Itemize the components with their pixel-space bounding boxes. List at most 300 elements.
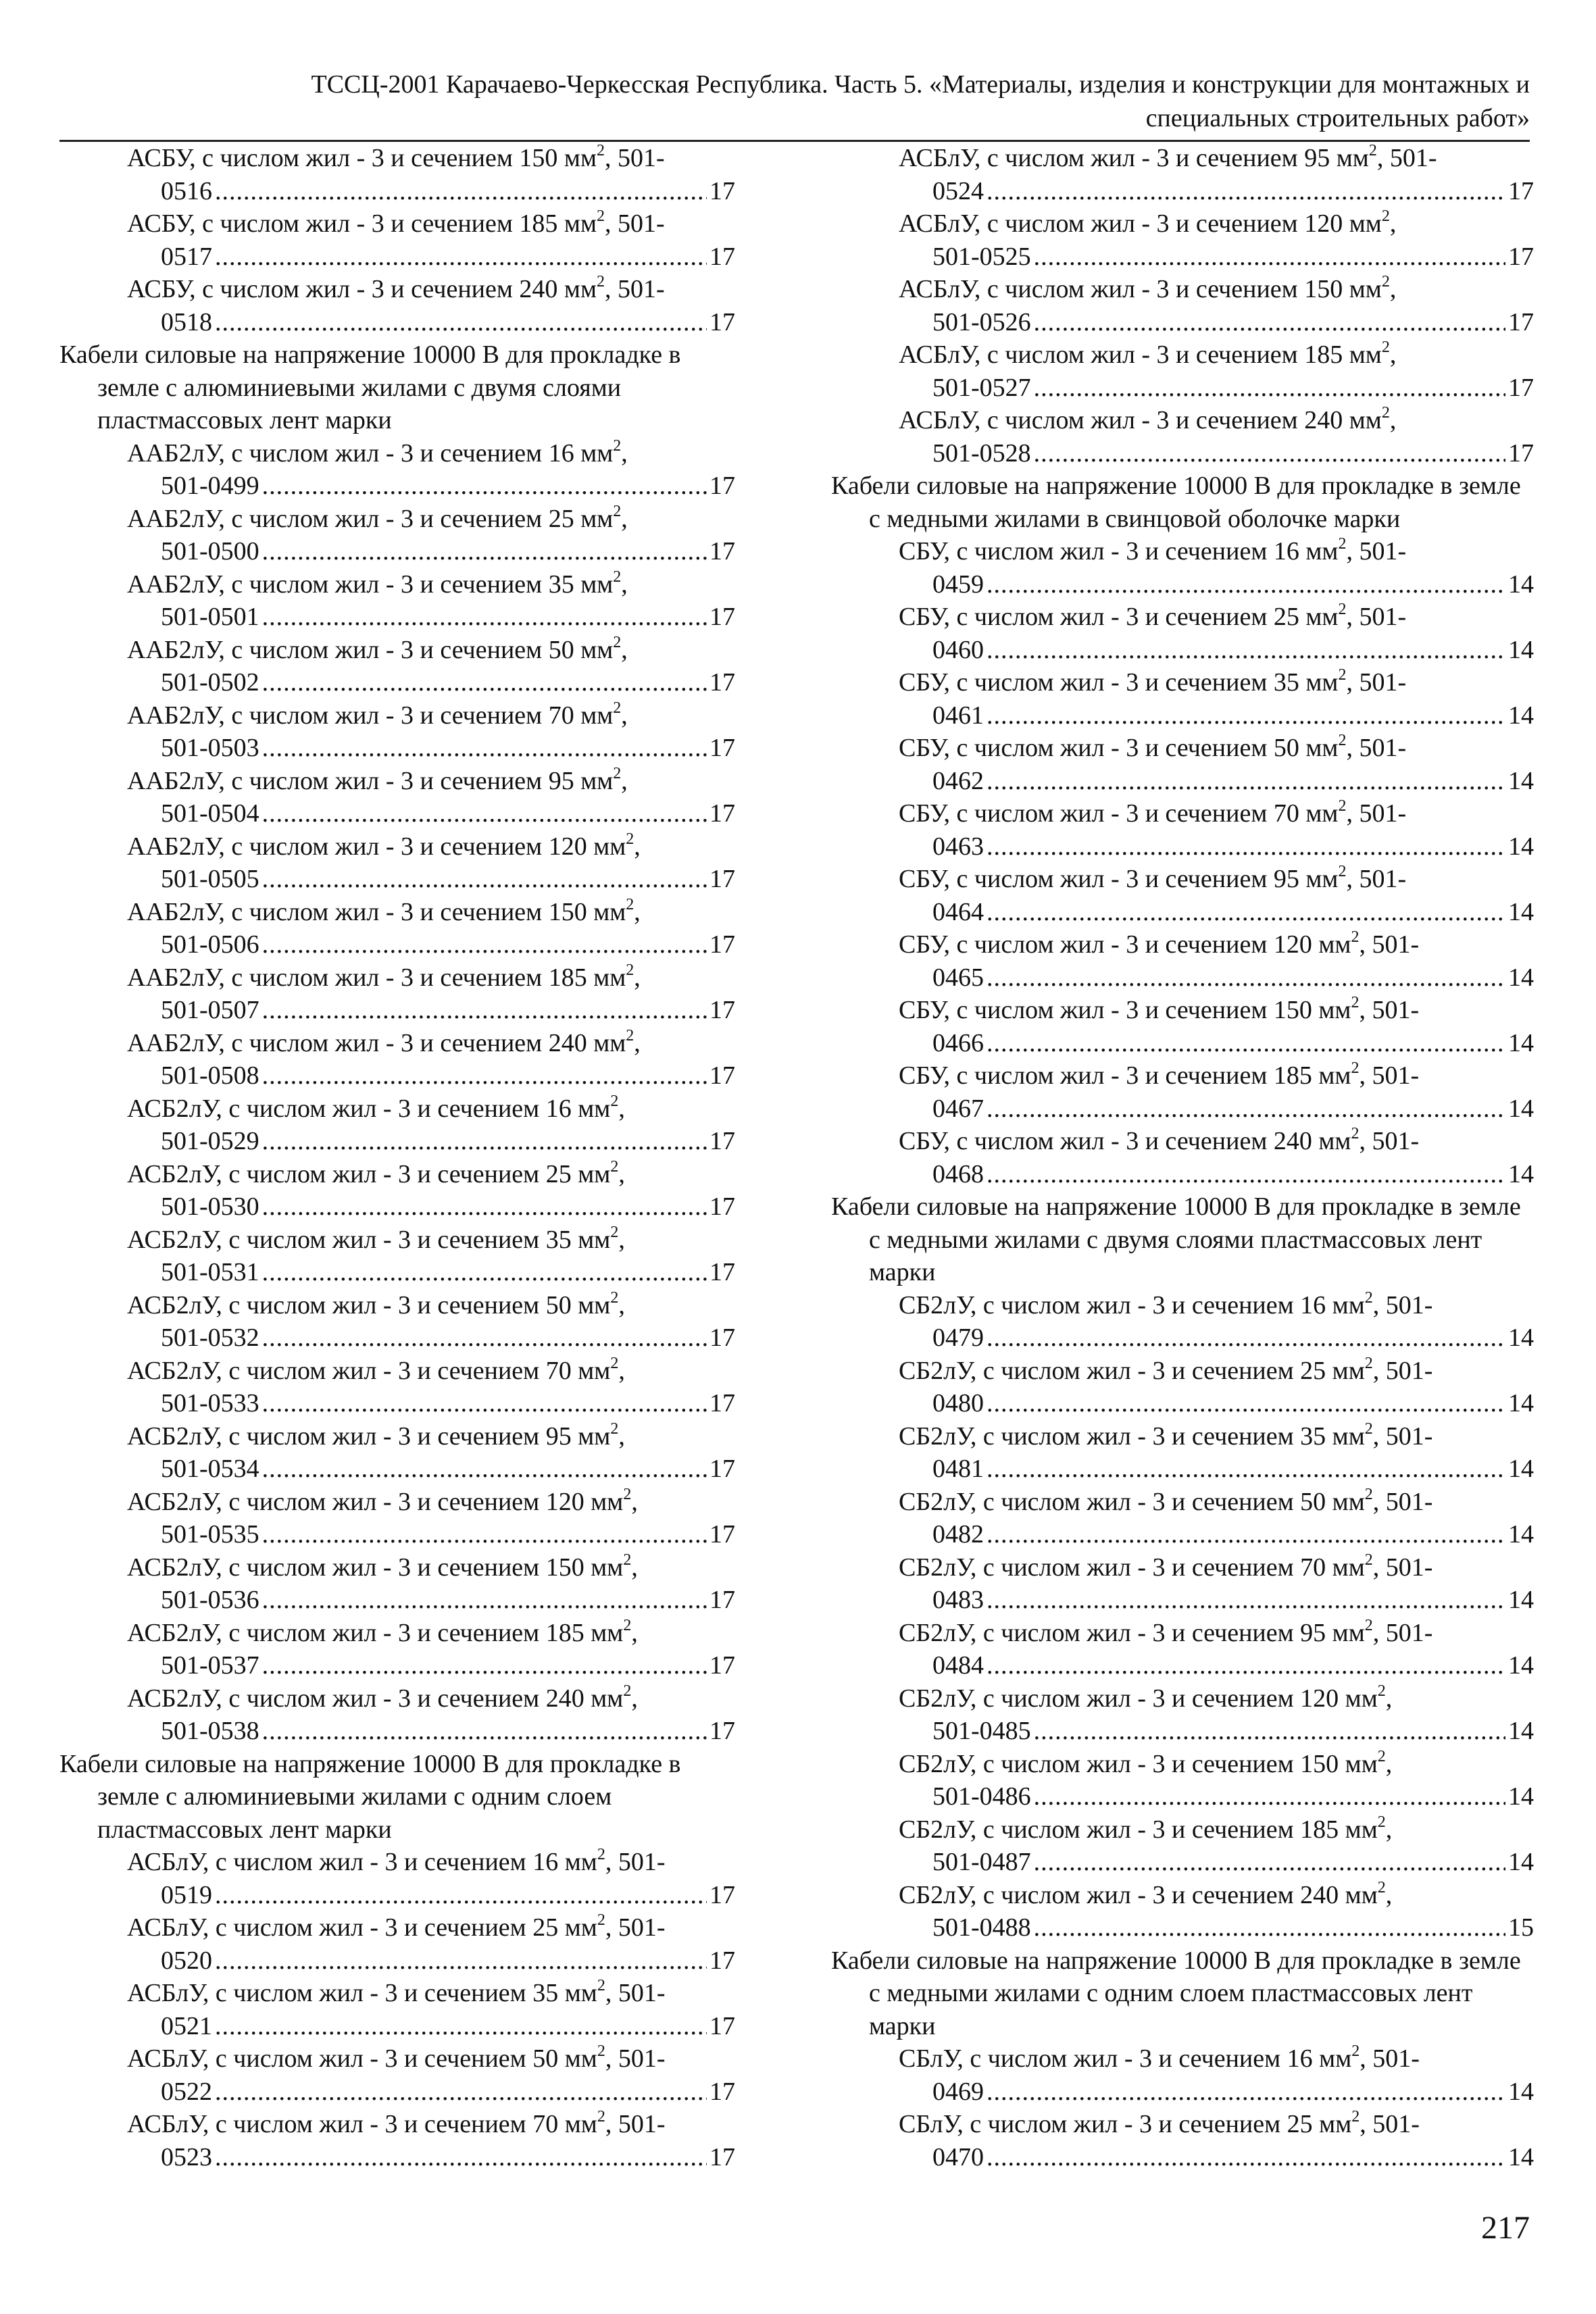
index-entry-page: 17 <box>709 176 735 205</box>
index-entry-title: АСБлУ, с числом жил - 3 и сечением 185 $мм^2$, <box>899 338 1397 369</box>
index-entry-code: 0483 <box>932 1586 984 1614</box>
index-entry-title: АСБлУ, с числом жил - 3 и сечением 120 $мм^2$, <box>899 207 1397 238</box>
index-entry-page: 17 <box>709 668 735 697</box>
index-entry-code: 0524 <box>932 176 984 205</box>
index-entry-code: 501-0532 <box>161 1324 259 1352</box>
index-entry-code: 501-0500 <box>161 537 259 565</box>
index-entry-reference <box>161 2010 735 2043</box>
index-entry-code: 501-0502 <box>161 668 259 697</box>
dot-leader <box>262 1322 707 1355</box>
index-entry-page: 14 <box>1508 832 1534 861</box>
dot-leader <box>1034 1715 1505 1748</box>
index-entry <box>59 1355 735 1420</box>
dot-leader <box>987 175 1505 208</box>
dot-leader <box>262 1584 707 1617</box>
page-header <box>59 68 1530 135</box>
index-entry-title: СБлУ, с числом жил - 3 и сечением 25 $мм^2$, 501- <box>899 2108 1420 2138</box>
index-entry <box>59 1846 735 1911</box>
index-entry-reference <box>932 306 1534 339</box>
index-entry <box>59 961 735 1027</box>
index-entry-title: АСБ2лУ, с числом жил - 3 и сечением 70 $мм^2$, <box>127 1354 625 1385</box>
index-entry <box>59 1682 735 1748</box>
index-entry-reference <box>161 175 735 208</box>
dot-leader <box>987 699 1505 732</box>
index-entry <box>831 1289 1534 1355</box>
index-entry-page: 17 <box>709 1324 735 1352</box>
index-entry <box>831 732 1534 797</box>
index-entry-page: 14 <box>1508 701 1534 730</box>
index-entry-title: АСБУ, с числом жил - 3 и сечением 185 $мм^2$, 501- <box>127 207 665 238</box>
index-entry <box>59 1420 735 1486</box>
index-entry <box>59 1486 735 1551</box>
dot-leader <box>215 2010 707 2043</box>
index-entry <box>831 1486 1534 1551</box>
index-entry-reference <box>932 2076 1534 2109</box>
index-entry-page: 17 <box>709 1717 735 1745</box>
index-entry <box>59 896 735 961</box>
index-entry-page: 14 <box>1508 963 1534 992</box>
index-entry-title: АСБлУ, с числом жил - 3 и сечением 150 $мм^2$, <box>899 273 1397 303</box>
index-entry-code: 0481 <box>932 1455 984 1483</box>
index-entry <box>831 1682 1534 1748</box>
index-entry-page: 17 <box>709 2077 735 2106</box>
index-entry <box>831 1125 1534 1190</box>
index-entry-title: ААБ2лУ, с числом жил - 3 и сечением 35 $мм^2$, <box>127 568 628 599</box>
index-entry <box>59 437 735 503</box>
dot-leader <box>262 470 707 503</box>
index-entry-title: АСБ2лУ, с числом жил - 3 и сечением 95 $мм^2$, <box>127 1419 625 1451</box>
header-line-1: ТССЦ-2001 Карачаево-Черкесская Республика. Часть 5. «Материалы, изделия и конструкции для монтажных и <box>311 70 1530 99</box>
index-entry-page: 14 <box>1508 2142 1534 2171</box>
index-entry-title: ААБ2лУ, с числом жил - 3 и сечением 70 $мм^2$, <box>127 699 628 730</box>
dot-leader <box>987 1584 1505 1617</box>
index-entry-page: 17 <box>709 996 735 1024</box>
dot-leader <box>1034 372 1505 405</box>
index-entry-reference <box>932 1387 1534 1420</box>
dot-leader <box>1034 241 1505 274</box>
index-entry <box>59 634 735 699</box>
dot-leader <box>262 1518 707 1551</box>
page-number: 217 <box>1481 2210 1530 2246</box>
index-entry-code: 0459 <box>932 570 984 599</box>
index-entry-code: 501-0487 <box>932 1848 1031 1876</box>
index-entry-title: ААБ2лУ, с числом жил - 3 и сечением 25 $мм^2$, <box>127 502 628 533</box>
dot-leader <box>987 961 1505 995</box>
index-column-right <box>831 142 1534 2173</box>
index-entry <box>59 1289 735 1355</box>
index-entry <box>59 142 735 207</box>
index-entry-title: АСБлУ, с числом жил - 3 и сечением 25 $мм^2$, 501- <box>127 1911 666 1942</box>
index-entry <box>831 207 1534 273</box>
index-entry-reference <box>161 797 735 830</box>
dot-leader <box>215 2141 707 2174</box>
index-entry-code: 0484 <box>932 1651 984 1680</box>
index-entry-title: АСБ2лУ, с числом жил - 3 и сечением 240 $мм^2$, <box>127 1682 638 1713</box>
index-entry-reference <box>161 1879 735 1912</box>
index-entry-page: 17 <box>709 1389 735 1417</box>
index-entry <box>831 2108 1534 2173</box>
index-entry-code: 501-0530 <box>161 1192 259 1221</box>
index-entry-page: 17 <box>709 242 735 271</box>
index-entry-code: 501-0527 <box>932 373 1031 402</box>
dot-leader <box>1034 1846 1505 1879</box>
index-entry-title: СБ2лУ, с числом жил - 3 и сечением 50 $мм^2$, 501- <box>899 1485 1433 1516</box>
index-entry-reference <box>932 830 1534 863</box>
index-entry <box>831 994 1534 1059</box>
index-entry-reference <box>161 994 735 1027</box>
index-entry-code: 0470 <box>932 2142 984 2171</box>
index-entry-page: 14 <box>1508 1520 1534 1549</box>
index-entry-reference <box>161 470 735 503</box>
index-entry <box>831 1617 1534 1682</box>
dot-leader <box>1034 437 1505 470</box>
index-entry-code: 501-0535 <box>161 1520 259 1549</box>
dot-leader <box>987 1322 1505 1355</box>
index-entry-code: 501-0536 <box>161 1586 259 1614</box>
index-entry-reference <box>161 1125 735 1158</box>
index-entry-title: СБ2лУ, с числом жил - 3 и сечением 25 $мм^2$, 501- <box>899 1354 1433 1385</box>
index-entry-reference <box>161 535 735 568</box>
index-entry-page: 17 <box>709 1258 735 1286</box>
index-entry-code: 0518 <box>161 307 212 336</box>
index-entry-page: 14 <box>1508 1651 1534 1680</box>
index-entry-code: 0462 <box>932 766 984 795</box>
index-entry-title: СБ2лУ, с числом жил - 3 и сечением 16 $мм^2$, 501- <box>899 1288 1433 1319</box>
index-entry <box>831 863 1534 928</box>
dot-leader <box>262 732 707 765</box>
dot-leader <box>987 2141 1505 2174</box>
index-entry-code: 501-0525 <box>932 242 1031 271</box>
index-entry-code: 0482 <box>932 1520 984 1549</box>
index-entry <box>831 601 1534 666</box>
index-entry-title: ААБ2лУ, с числом жил - 3 и сечением 120 $мм^2$, <box>127 830 641 861</box>
index-entry-page: 17 <box>709 2011 735 2040</box>
index-entry-reference <box>932 175 1534 208</box>
dot-leader <box>215 2076 707 2109</box>
index-entry <box>831 928 1534 994</box>
index-entry-reference <box>932 568 1534 601</box>
index-entry-code: 0465 <box>932 963 984 992</box>
index-entry <box>831 1551 1534 1617</box>
index-entry-reference <box>932 1322 1534 1355</box>
index-entry-code: 0460 <box>932 635 984 664</box>
index-column-left <box>59 142 735 2173</box>
index-entry-title: СБУ, с числом жил - 3 и сечением 95 $мм^2$, 501- <box>899 863 1407 893</box>
dot-leader <box>1034 306 1505 339</box>
index-entry <box>59 273 735 338</box>
index-entry-reference <box>932 437 1534 470</box>
index-entry <box>59 2042 735 2108</box>
index-entry-page: 14 <box>1508 1028 1534 1057</box>
index-entry-reference <box>161 1715 735 1748</box>
index-entry <box>59 503 735 568</box>
index-entry-title: АСБлУ, с числом жил - 3 и сечением 16 $мм^2$, 501- <box>127 1846 666 1876</box>
index-entry-title: ААБ2лУ, с числом жил - 3 и сечением 50 $мм^2$, <box>127 633 628 664</box>
index-entry-reference <box>932 1846 1534 1879</box>
dot-leader <box>987 1518 1505 1551</box>
dot-leader <box>215 306 707 339</box>
index-entry <box>59 568 735 634</box>
index-entry-code: 0480 <box>932 1389 984 1417</box>
index-entry-code: 501-0488 <box>932 1913 1031 1942</box>
index-entry <box>831 404 1534 470</box>
dot-leader <box>1034 1780 1505 1813</box>
index-entry <box>831 338 1534 404</box>
index-entry-reference <box>932 896 1534 929</box>
index-entry <box>59 830 735 896</box>
index-entry-code: 0522 <box>161 2077 212 2106</box>
dot-leader <box>987 1027 1505 1060</box>
index-entry-code: 0523 <box>161 2142 212 2171</box>
dot-leader <box>987 2076 1505 2109</box>
dot-leader <box>262 1715 707 1748</box>
index-entry <box>831 1355 1534 1420</box>
index-entry-title: АСБлУ, с числом жил - 3 и сечением 70 $мм^2$, 501- <box>127 2108 666 2138</box>
index-entry <box>59 699 735 765</box>
dot-leader <box>987 765 1505 798</box>
index-entry-title: СБУ, с числом жил - 3 и сечением 16 $мм^2$, 501- <box>899 535 1407 565</box>
index-entry-title: АСБ2лУ, с числом жил - 3 и сечением 35 $мм^2$, <box>127 1223 625 1254</box>
index-section-heading: Кабели силовые на напряжение 10000 В для прокладке в земле с медными жилами с двумя слоями пластмассовых лент марки <box>831 1192 1521 1286</box>
index-entry-code: 501-0533 <box>161 1389 259 1417</box>
index-entry-title: СБ2лУ, с числом жил - 3 и сечением 240 $мм^2$, <box>899 1878 1393 1909</box>
index-entry-title: СБ2лУ, с числом жил - 3 и сечением 70 $мм^2$, 501- <box>899 1551 1433 1582</box>
index-entry-code: 0469 <box>932 2077 984 2106</box>
index-entry-reference <box>161 1256 735 1289</box>
index-entry-reference <box>932 765 1534 798</box>
index-section-heading: Кабели силовые на напряжение 10000 В для прокладке в земле с медными жилами с одним слоем пластмассовых лент марки <box>831 1946 1521 2040</box>
index-entry-code: 501-0534 <box>161 1455 259 1483</box>
index-entry-page: 14 <box>1508 1324 1534 1352</box>
dot-leader <box>262 1125 707 1158</box>
index-section-heading: Кабели силовые на напряжение 10000 В для прокладке в земле с алюминиевыми жилами с двумя слоями пластмассовых лент марки <box>59 341 681 434</box>
index-entry-page: 17 <box>709 734 735 762</box>
index-entry-title: АСБ2лУ, с числом жил - 3 и сечением 25 $мм^2$, <box>127 1157 625 1188</box>
index-entry-reference <box>161 1387 735 1420</box>
dot-leader <box>987 568 1505 601</box>
index-entry-reference <box>932 961 1534 995</box>
index-entry-page: 17 <box>709 1651 735 1680</box>
index-entry-code: 0517 <box>161 242 212 271</box>
index-entry-reference <box>932 699 1534 732</box>
index-entry-page: 14 <box>1508 766 1534 795</box>
index-entry-title: СБУ, с числом жил - 3 и сечением 35 $мм^2$, 501- <box>899 666 1407 697</box>
index-entry-reference <box>161 1944 735 1978</box>
dot-leader <box>215 175 707 208</box>
index-entry-title: АСБ2лУ, с числом жил - 3 и сечением 120 $мм^2$, <box>127 1485 638 1516</box>
dot-leader <box>262 1190 707 1224</box>
index-entry-page: 17 <box>1508 307 1534 336</box>
index-entry-code: 501-0501 <box>161 603 259 631</box>
index-entry-reference <box>932 1158 1534 1191</box>
index-entry <box>831 273 1534 338</box>
index-entry-code: 501-0528 <box>932 438 1031 468</box>
index-entry-code: 501-0505 <box>161 865 259 893</box>
index-entry-title: ААБ2лУ, с числом жил - 3 и сечением 16 $мм^2$, <box>127 436 628 468</box>
index-entry-title: СБУ, с числом жил - 3 и сечением 25 $мм^2$, 501- <box>899 601 1407 631</box>
index-entry-page: 14 <box>1508 1717 1534 1745</box>
index-entry-reference <box>932 1780 1534 1813</box>
index-entry-code: 0516 <box>161 176 212 205</box>
index-entry-page: 17 <box>709 603 735 631</box>
dot-leader <box>262 1387 707 1420</box>
index-entry-reference <box>161 601 735 634</box>
index-entry-title: ААБ2лУ, с числом жил - 3 и сечением 240 $мм^2$, <box>127 1026 641 1057</box>
index-entry-code: 0468 <box>932 1159 984 1188</box>
dot-leader <box>987 896 1505 929</box>
index-entry <box>831 666 1534 732</box>
index-entry-code: 501-0486 <box>932 1782 1031 1811</box>
index-entry-code: 0521 <box>161 2011 212 2040</box>
index-entry <box>831 1813 1534 1879</box>
index-entry-title: СБ2лУ, с числом жил - 3 и сечением 35 $мм^2$, 501- <box>899 1419 1433 1451</box>
index-entry <box>59 1911 735 1977</box>
index-entry <box>59 1617 735 1682</box>
index-entry-page: 14 <box>1508 1782 1534 1811</box>
index-entry-code: 0520 <box>161 1946 212 1975</box>
index-entry-code: 501-0504 <box>161 799 259 828</box>
index-entry-page: 17 <box>709 2142 735 2171</box>
dot-leader <box>262 601 707 634</box>
index-entry-code: 501-0485 <box>932 1717 1031 1745</box>
index-entry-reference <box>161 1518 735 1551</box>
index-entry-title: СБУ, с числом жил - 3 и сечением 70 $мм^2$, 501- <box>899 797 1407 828</box>
dot-leader <box>262 1453 707 1486</box>
header-line-2: специальных строительных работ» <box>1145 104 1530 132</box>
index-entry <box>59 1551 735 1617</box>
index-entry-page: 17 <box>709 307 735 336</box>
dot-leader <box>987 634 1505 667</box>
dot-leader <box>262 1256 707 1289</box>
index-entry-code: 501-0499 <box>161 472 259 500</box>
index-entry <box>831 1059 1534 1125</box>
index-entry-title: АСБУ, с числом жил - 3 и сечением 240 $мм^2$, 501- <box>127 273 665 303</box>
index-section-heading: Кабели силовые на напряжение 10000 В для прокладке в земле с алюминиевыми жилами с одним слоем пластмассовых лент марки <box>59 1749 681 1844</box>
index-entry-code: 501-0503 <box>161 734 259 762</box>
index-entry <box>59 1977 735 2042</box>
dot-leader <box>1034 1911 1505 1944</box>
dot-leader <box>262 797 707 830</box>
index-entry-title: СБ2лУ, с числом жил - 3 и сечением 95 $мм^2$, 501- <box>899 1616 1433 1647</box>
index-entry-reference <box>932 2141 1534 2174</box>
index-entry <box>59 1027 735 1092</box>
index-entry-reference <box>932 1584 1534 1617</box>
index-entry-page: 17 <box>709 1127 735 1155</box>
index-entry <box>831 1879 1534 1944</box>
dot-leader <box>262 535 707 568</box>
index-entry-page: 14 <box>1508 2077 1534 2106</box>
index-entry-reference <box>932 241 1534 274</box>
dot-leader <box>215 1879 707 1912</box>
index-entry <box>831 1420 1534 1486</box>
index-entry-title: АСБ2лУ, с числом жил - 3 и сечением 185 $мм^2$, <box>127 1616 638 1647</box>
index-entry <box>59 207 735 273</box>
dot-leader <box>987 1387 1505 1420</box>
index-entry-page: 17 <box>709 930 735 959</box>
index-entry-title: СБ2лУ, с числом жил - 3 и сечением 120 $мм^2$, <box>899 1682 1393 1713</box>
index-entry-page: 14 <box>1508 1848 1534 1876</box>
index-entry-reference <box>161 732 735 765</box>
index-entry-reference <box>161 2141 735 2174</box>
dot-leader <box>987 1453 1505 1486</box>
index-entry-code: 501-0526 <box>932 307 1031 336</box>
index-entry-title: АСБлУ, с числом жил - 3 и сечением 50 $мм^2$, 501- <box>127 2042 666 2073</box>
index-entry-code: 0464 <box>932 897 984 926</box>
index-entry-code: 0479 <box>932 1324 984 1352</box>
index-entry-page: 14 <box>1508 570 1534 599</box>
index-entry-code: 501-0508 <box>161 1061 259 1090</box>
index-entry-title: ААБ2лУ, с числом жил - 3 и сечением 150 $мм^2$, <box>127 895 641 926</box>
index-entry-title: АСБ2лУ, с числом жил - 3 и сечением 150 $мм^2$, <box>127 1551 638 1582</box>
index-entry-reference <box>932 372 1534 405</box>
index-entry-page: 17 <box>709 1061 735 1090</box>
dot-leader <box>215 241 707 274</box>
index-entry <box>59 1158 735 1224</box>
index-entry-code: 501-0506 <box>161 930 259 959</box>
index-entry <box>59 1224 735 1289</box>
index-entry-page: 14 <box>1508 635 1534 664</box>
index-entry-title: СБУ, с числом жил - 3 и сечением 50 $мм^2$, 501- <box>899 732 1407 762</box>
index-entry-reference <box>161 928 735 961</box>
index-entry-title: СБ2лУ, с числом жил - 3 и сечением 185 $мм^2$, <box>899 1813 1393 1844</box>
index-entry-reference <box>161 1649 735 1682</box>
index-entry-page: 17 <box>709 865 735 893</box>
index-entry-title: АСБ2лУ, с числом жил - 3 и сечением 16 $мм^2$, <box>127 1092 625 1123</box>
index-entry-reference <box>161 863 735 896</box>
index-entry-reference <box>932 634 1534 667</box>
index-entry-page: 17 <box>1508 176 1534 205</box>
index-entry-title: АСБлУ, с числом жил - 3 и сечением 240 $мм^2$, <box>899 404 1397 434</box>
index-entry-page: 17 <box>1508 373 1534 402</box>
index-entry-page: 14 <box>1508 1586 1534 1614</box>
index-entry-reference <box>932 1715 1534 1748</box>
dot-leader <box>215 1944 707 1978</box>
index-entry-code: 0461 <box>932 701 984 730</box>
index-entry <box>831 2042 1534 2108</box>
index-entry-title: АСБУ, с числом жил - 3 и сечением 150 $мм^2$, 501- <box>127 142 665 172</box>
index-entry-title: АСБ2лУ, с числом жил - 3 и сечением 50 $мм^2$, <box>127 1288 625 1319</box>
index-entry-title: АСБлУ, с числом жил - 3 и сечением 95 $мм^2$, 501- <box>899 142 1437 172</box>
index-entry-reference <box>932 1911 1534 1944</box>
index-entry <box>831 535 1534 601</box>
index-entry-reference <box>161 1584 735 1617</box>
index-entry-page: 14 <box>1508 897 1534 926</box>
index-entry-page: 15 <box>1508 1913 1534 1942</box>
index-entry-page: 14 <box>1508 1389 1534 1417</box>
index-entry-code: 0467 <box>932 1094 984 1123</box>
index-entry <box>59 765 735 830</box>
index-entry-reference <box>932 1518 1534 1551</box>
index-entry-page: 14 <box>1508 1159 1534 1188</box>
index-entry-reference <box>161 1453 735 1486</box>
index-entry-title: СБлУ, с числом жил - 3 и сечением 16 $мм^2$, 501- <box>899 2042 1420 2073</box>
index-entry <box>831 1748 1534 1813</box>
index-entry-code: 501-0531 <box>161 1258 259 1286</box>
index-entry-title: СБУ, с числом жил - 3 и сечением 185 $мм^2$, 501- <box>899 1059 1420 1090</box>
index-entry-code: 0519 <box>161 1880 212 1909</box>
index-entry-reference <box>161 1190 735 1224</box>
index-entry-code: 0466 <box>932 1028 984 1057</box>
index-entry-title: СБУ, с числом жил - 3 и сечением 120 $мм^2$, 501- <box>899 928 1420 959</box>
index-entry-code: 501-0507 <box>161 996 259 1024</box>
index-entry-reference <box>161 1322 735 1355</box>
index-entry-reference <box>161 2076 735 2109</box>
index-entry-reference <box>932 1092 1534 1126</box>
index-entry-page: 17 <box>709 472 735 500</box>
index-entry <box>831 797 1534 863</box>
index-entry-reference <box>932 1453 1534 1486</box>
index-entry-reference <box>932 1649 1534 1682</box>
